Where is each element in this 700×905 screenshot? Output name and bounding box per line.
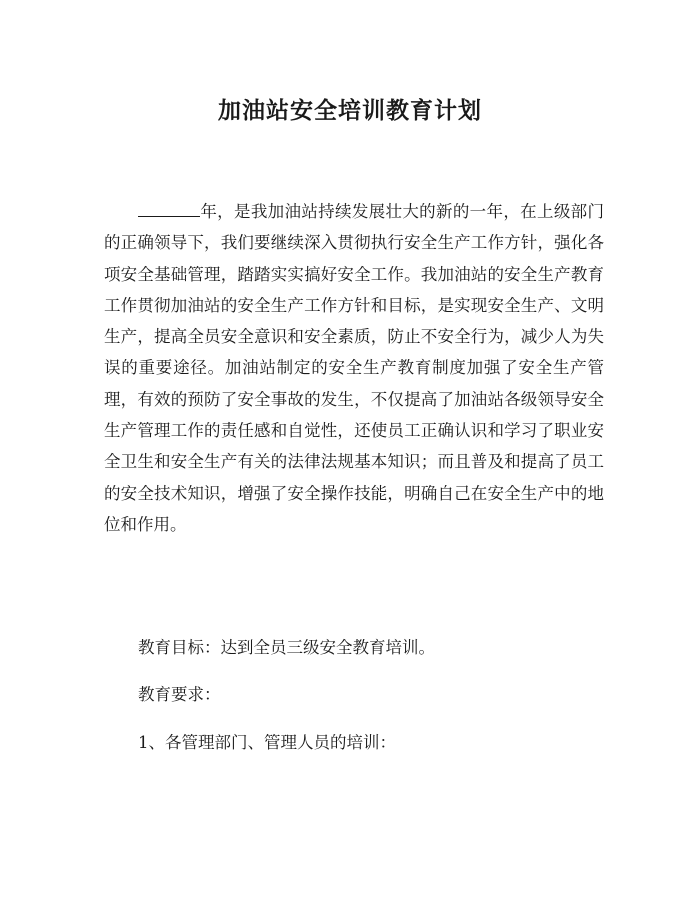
- requirement-item-1: 1、各管理部门、管理人员的培训：: [138, 733, 396, 752]
- education-goal: 教育目标：达到全员三级安全教育培训。: [138, 638, 435, 657]
- intro-paragraph: [104, 196, 604, 540]
- intro-paragraph-text: 年，是我加油站持续发展壮大的新的一年，在上级部门的正确领导下，我们要继续深入贯彻执行安全生产工作方针，强化各项安全基础管理，踏踏实实搞好安全工作。我加油站的安全生产教育工作贯彻加油站的安全生产工作方针和目标，是实现安全生产、文明生产，提高全员安全意识和安全素质，防止不安全行为，减少人为失误的重要途径。加油站制定的安全生产教育制度加强了安全生产管理，有效的预防了安全事故的发生，不仅提高了加油站各级领导安全生产管理工作的责任感和自觉性，还使员工正确认识和学习了职业安全卫生和安全生产有关的法律法规基本知识；而且普及和提高了员工的安全技术知识，增强了安全操作技能，明确自己在安全生产中的地位和作用。: [104, 202, 604, 534]
- year-blank-line: [138, 198, 200, 217]
- document-title: 加油站安全培训教育计划: [218, 97, 482, 124]
- education-requirements-heading: 教育要求：: [138, 685, 221, 704]
